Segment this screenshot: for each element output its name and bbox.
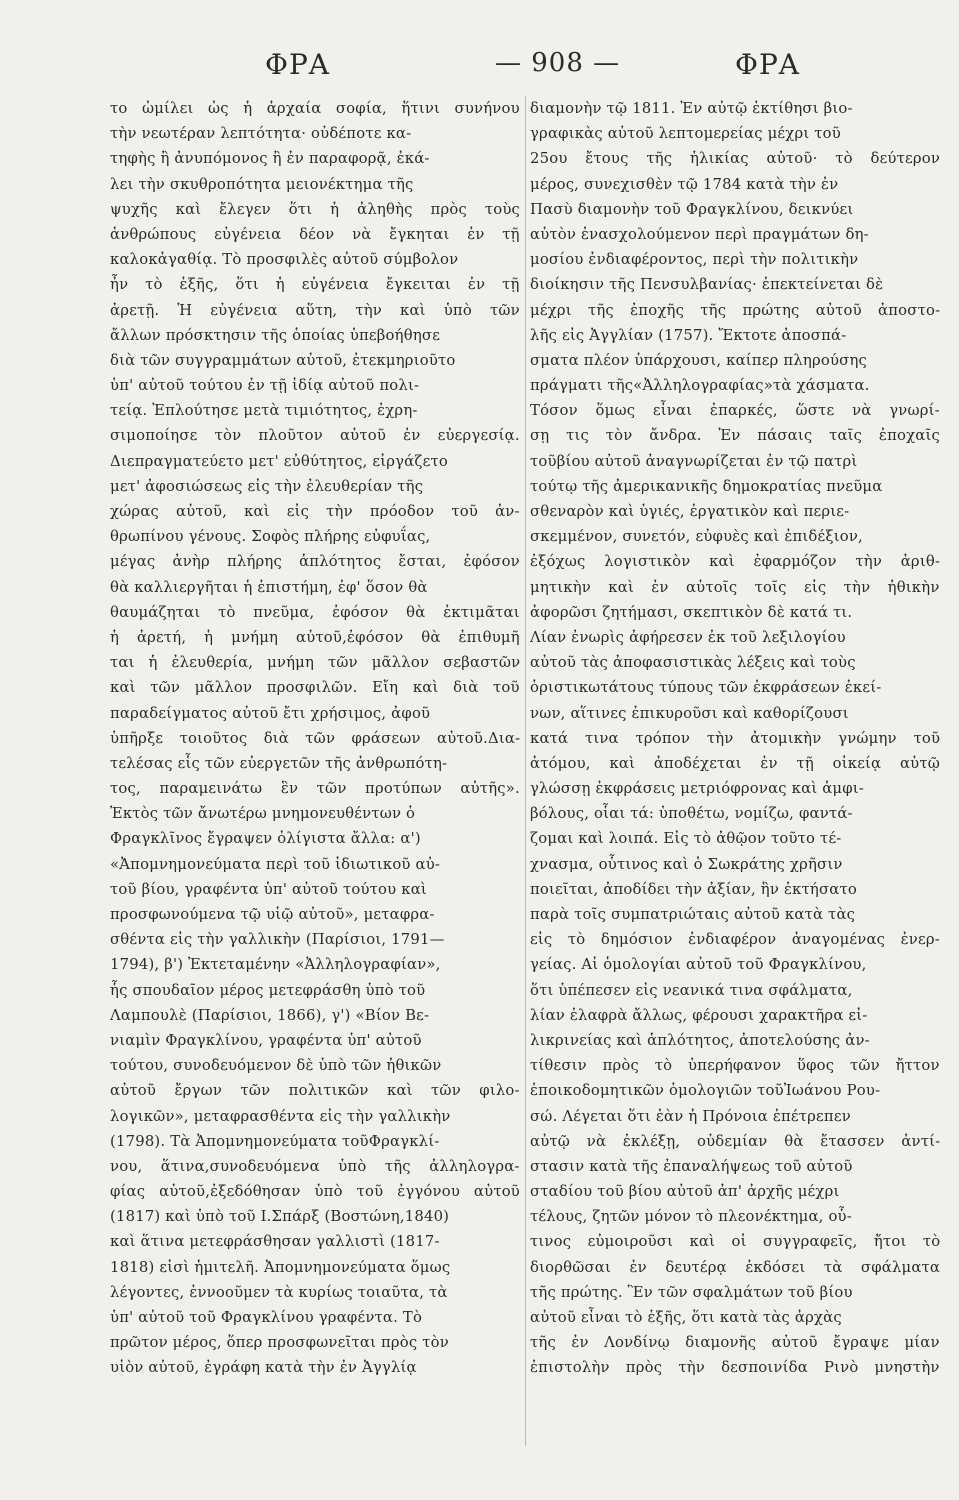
- text-line: Λαμπουλὲ (Παρίσιοι, 1866), γ') «Βίον Βε-: [110, 1006, 430, 1024]
- text-line: διορθῶσαι ἐν δευτέρᾳ ἐκδόσει τὰ σφάλματα: [530, 1258, 940, 1276]
- text-line: θὰ καλλιεργῆται ἡ ἐπιστήμη, ἐφ' ὅσον θὰ: [110, 578, 428, 596]
- text-line: ἀτόμου, καὶ ἀποδέχεται ἐν τῇ οἰκείᾳ αὐτῷ: [530, 754, 940, 772]
- text-line: λέγοντες, ἐννοοῦμεν τὰ κυρίως τοιαῦτα, τὰ: [110, 1283, 448, 1301]
- text-line: ὑπῆρξε τοιοῦτος διὰ τῶν φράσεων αὐτοῦ.Δια-: [110, 729, 520, 747]
- text-line: ἐπιστολὴν πρὸς τὴν δεσποινίδα Ρινὸ μνηστὴν: [530, 1359, 940, 1377]
- text-line: τῆς ἐν Λονδίνῳ διαμονῆς αὐτοῦ ἔγραψε μίαν: [530, 1334, 940, 1352]
- text-line: 25ου ἔτους τῆς ἡλικίας αὐτοῦ· τὸ δεύτερον: [530, 150, 940, 168]
- text-line: διὰ τῶν συγγραμμάτων αὐτοῦ, ἐτεκμηριοῦτο: [110, 351, 456, 369]
- text-line: τέλους, ζητῶν μόνον τὸ πλεονέκτημα, οὗ-: [530, 1208, 852, 1226]
- text-line: τινος εὐμοιροῦσι καὶ οἱ συγγραφεῖς, ἤτοι τὸ: [530, 1233, 940, 1251]
- text-line: τηφὴς ἢ ἀνυπόμονος ἢ ἐν παραφορᾷ, ἐκά-: [110, 150, 430, 168]
- text-line: σθεναρὸν καὶ ὑγιές, ἐργατικὸν καὶ περιε-: [530, 503, 850, 520]
- text-line: τείᾳ. Ἐπλούτησε μετὰ τιμιότητος, ἐχρη-: [110, 402, 418, 420]
- text-line: πρῶτον μέρος, ὅπερ προσφωνεῖται πρὸς τὸν: [110, 1334, 449, 1352]
- text-line: λικρινείας καὶ ἁπλότητος, ἀποτελούσης ἀν-: [530, 1031, 870, 1049]
- text-line: μοσίου ἐνδιαφέροντος, περὶ τὴν πολιτικὴν: [530, 251, 859, 269]
- text-line: ψυχῆς καὶ ἔλεγεν ὅτι ἡ ἀληθὴς πρὸς τοὺς: [110, 200, 520, 218]
- text-line: κατά τινα τρόπον τὴν ἀτομικὴν γνώμην τοῦ: [530, 729, 940, 747]
- text-line: Πασὺ διαμονὴν τοῦ Φραγκλίνου, δεικνύει: [530, 200, 854, 218]
- text-line: σταδίου τοῦ βίου αὐτοῦ ἀπ' ἀρχῆς μέχρι: [530, 1183, 840, 1201]
- text-line: ὑπ' αὐτοῦ τούτου ἐν τῇ ἰδίᾳ αὐτοῦ πολι-: [110, 377, 420, 395]
- text-line: ἀφορῶσι ζητήμασι, σκεπτικὸν δὲ κατά τι.: [530, 603, 853, 621]
- text-line: ἦν τὸ ἑξῆς, ὅτι ἡ εὐγένεια ἔγκειται ἐν τῇ: [110, 276, 520, 294]
- text-line: γλώσσῃ ἐκφράσεις μετριόφρονας καὶ ἀμφι-: [530, 780, 864, 798]
- text-line: ποιεῖται, ἀποδίδει τὴν ἀξίαν, ἣν ἐκτήσατο: [530, 880, 857, 898]
- text-line: τούτῳ τῆς ἀμερικανικῆς δημοκρατίας πνεῦμα: [530, 477, 883, 495]
- text-line: διαμονὴν τῷ 1811. Ἐν αὐτῷ ἐκτίθησι βιο-: [530, 100, 853, 117]
- text-line: στασιν κατὰ τῆς ἐπαναλήψεως τοῦ αὐτοῦ: [530, 1157, 853, 1175]
- text-line: αὐτοῦ ἔργων τῶν πολιτικῶν καὶ τῶν φιλο-: [110, 1082, 520, 1100]
- text-line: θρωπίνου γένους. Σοφὸς πλήρης εὐφυΐας,: [110, 528, 431, 546]
- text-line: βόλους, οἷαι τά: ὑποθέτω, νομίζω, φαντά-: [530, 805, 853, 823]
- text-line: σκεμμένον, συνετόν, εὐφυὲς καὶ ἐπιδέξιον,: [530, 528, 863, 546]
- text-line: λογικῶν», μεταφρασθέντα εἰς τὴν γαλλικὴν: [110, 1107, 451, 1125]
- text-line: αὐτῷ νὰ ἐκλέξῃ, οὐδεμίαν θὰ ἔτασσεν ἀντί-: [530, 1132, 940, 1150]
- text-line: ὅτι ὑπέπεσεν εἰς νεανικά τινα σφάλματα,: [530, 981, 853, 999]
- text-line: λῆς εἰς Ἀγγλίαν (1757). Ἔκτοτε ἀποσπά-: [530, 326, 847, 344]
- text-line: καὶ τῶν μᾶλλον προσφιλῶν. Εἴη καὶ διὰ τοῦ: [110, 679, 520, 697]
- text-line: υἱὸν αὐτοῦ, ἐγράφη κατὰ τὴν ἐν Ἀγγλίᾳ: [110, 1359, 417, 1377]
- text-line: καὶ ἅτινα μετεφράσθησαν γαλλιστὶ (1817-: [110, 1233, 440, 1251]
- text-line: ζομαι καὶ λοιπά. Εἰς τὸ ἀθῷον τοῦτο τέ-: [530, 830, 842, 848]
- running-head-right: ΦΡΑ: [735, 48, 801, 81]
- text-line: ἀνθρώπους εὐγένεια δέον νὰ ἔγκηται ἐν τῇ: [110, 225, 520, 243]
- text-line: τοῦβίου αὐτοῦ ἀναγνωρίζεται ἐν τῷ πατρὶ: [530, 452, 858, 470]
- text-line: ἧς σπουδαῖον μέρος μετεφράσθη ὑπὸ τοῦ: [110, 981, 426, 999]
- text-line: χώρας αὐτοῦ, καὶ εἰς τὴν πρόοδον τοῦ ἀν-: [110, 503, 520, 520]
- text-line: μέχρι τῆς ἐποχῆς τῆς πρώτης αὐτοῦ ἀποστο-: [530, 301, 940, 319]
- text-line: καλοκἀγαθίᾳ. Τὸ προσφιλὲς αὐτοῦ σύμβολον: [110, 251, 459, 269]
- text-line: ὑπ' αὐτοῦ τοῦ Φραγκλίνου γραφέντα. Τὸ: [110, 1309, 423, 1326]
- text-line: ὁριστικωτάτους τύπους τῶν ἐκφράσεων ἐκεί-: [530, 679, 882, 697]
- text-line: αὐτοῦ εἶναι τὸ ἑξῆς, ὅτι κατὰ τὰς ἀρχὰς: [530, 1309, 842, 1326]
- text-line: ἡ ἀρετή, ἡ μνήμη αὐτοῦ,ἐφόσον θὰ ἐπιθυμῆ: [110, 628, 520, 646]
- text-line: φίας αὐτοῦ,ἐξεδόθησαν ὑπὸ τοῦ ἐγγόνου αὐτοῦ: [110, 1183, 520, 1201]
- text-line: αὐτὸν ἐνασχολούμενον περὶ πραγμάτων δη-: [530, 225, 869, 243]
- text-line: μητικὴν καὶ ἐν αὐτοῖς τοῖς εἰς τὴν ἠθικὴν: [530, 578, 940, 596]
- text-line: τὴν νεωτέραν λεπτότητα· οὐδέποτε κα-: [110, 125, 412, 143]
- page-header: [100, 40, 800, 100]
- text-line: νιαμὶν Φραγκλίνου, γραφέντα ὑπ' αὐτοῦ: [110, 1031, 422, 1049]
- text-line: ἄλλων πρόσκτησιν τῆς ὁποίας ὑπεβοήθησε: [110, 326, 441, 344]
- text-line: ἀρετῇ. Ἡ εὐγένεια αὕτη, τὴν καὶ ὑπὸ τῶν: [110, 301, 520, 319]
- text-line: 1794), β') Ἐκτεταμένην «Ἀλληλογραφίαν»,: [110, 956, 441, 974]
- column-divider: [525, 96, 526, 1446]
- text-line: τοῦ βίου, γραφέντα ὑπ' αὐτοῦ τούτου καὶ: [110, 880, 427, 898]
- text-line: το ὡμίλει ὡς ἡ ἀρχαία σοφία, ἥτινι συνήνου: [110, 100, 520, 117]
- text-line: τούτου, συνοδευόμενον δὲ ὑπὸ τῶν ἠθικῶν: [110, 1057, 442, 1075]
- text-line: γραφικὰς αὐτοῦ λεπτομερείας μέχρι τοῦ: [530, 125, 841, 143]
- text-line: σθέντα εἰς τὴν γαλλικὴν (Παρίσιοι, 1791—: [110, 931, 445, 949]
- text-line: (1817) καὶ ὑπὸ τοῦ Ι.Σπάρξ (Βοστώνη,1840): [110, 1208, 450, 1226]
- text-line: λει τὴν σκυθροπότητα μειονέκτημα τῆς: [110, 175, 414, 193]
- text-line: γείας. Αἱ ὁμολογίαι αὐτοῦ τοῦ Φραγκλίνου,: [530, 956, 867, 974]
- text-line: ἐξόχως λογιστικὸν καὶ ἐφαρμόζον τὴν ἀριθ-: [530, 553, 940, 571]
- text-line: παραδείγματος αὐτοῦ ἔτι χρήσιμος, ἀφοῦ: [110, 704, 431, 722]
- text-line: (1798). Τὰ Ἀπομνημονεύματα τοῦΦραγκλί-: [110, 1132, 440, 1150]
- text-line: ται ἡ ἐλευθερία, μνήμη τῶν μᾶλλον σεβαστῶν: [110, 654, 520, 672]
- text-line: τελέσας εἷς τῶν εὐεργετῶν τῆς ἀνθρωπότη-: [110, 754, 448, 772]
- text-line: Λίαν ἐνωρὶς ἀφήρεσεν ἐκ τοῦ λεξιλογίου: [530, 628, 846, 646]
- left-text-column: [110, 96, 520, 1381]
- running-head-left: ΦΡΑ: [265, 48, 331, 81]
- text-line: Διεπραγματεύετο μετ' εὐθύτητος, εἰργάζετο: [110, 452, 448, 470]
- text-line: προσφωνούμενα τῷ υἱῷ αὐτοῦ», μεταφρα-: [110, 906, 435, 923]
- text-line: «Ἀπομνημονεύματα περὶ τοῦ ἰδιωτικοῦ αὐ-: [110, 855, 441, 873]
- text-line: σματα πλέον ὑπάρχουσι, καίπερ πληρούσης: [530, 351, 868, 369]
- text-line: θαυμάζηται τὸ πνεῦμα, ἐφόσον θὰ ἐκτιμᾶται: [110, 603, 520, 621]
- text-line: τος, παραμεινάτω ἓν τῶν προτύπων αὐτῆς».: [110, 780, 520, 798]
- text-line: τῆς πρώτης. Ἓν τῶν σφαλμάτων τοῦ βίου: [530, 1283, 853, 1301]
- text-line: πράγματι τῆς«Ἀλληλογραφίας»τὰ χάσματα.: [530, 377, 870, 395]
- text-line: εἰς τὸ δημόσιον ἐνδιαφέρον ἀναγομένας ἐνερ-: [530, 931, 940, 949]
- text-line: σώ. Λέγεται ὅτι ἐὰν ἡ Πρόνοια ἐπέτρεπεν: [530, 1107, 851, 1125]
- text-line: μετ' ἀφοσιώσεως εἰς τὴν ἐλευθερίαν τῆς: [110, 477, 424, 495]
- right-text-column: [530, 96, 940, 1381]
- text-line: διοίκησιν τῆς Πενσυλβανίας· ἐπεκτείνεται δὲ: [530, 276, 884, 294]
- text-line: Τόσον ὅμως εἶναι ἐπαρκές, ὥστε νὰ γνωρί-: [530, 402, 940, 420]
- page-number: — 908 —: [495, 48, 621, 78]
- text-line: νου, ἅτινα,συνοδευόμενα ὑπὸ τῆς ἀλληλογρα-: [110, 1157, 520, 1175]
- text-line: νων, αἵτινες ἐπικυροῦσι καὶ καθορίζουσι: [530, 704, 849, 722]
- text-line: ἐποικοδομητικῶν ὁμολογιῶν τοῦἸωάνου Ρου-: [530, 1082, 881, 1100]
- text-line: αὐτοῦ τὰς ἀποφασιστικὰς λέξεις καὶ τοὺς: [530, 654, 856, 672]
- text-line: σιμοποίησε τὸν πλοῦτον αὐτοῦ ἐν εὐεργεσίᾳ.: [110, 427, 520, 445]
- text-line: 1818) εἰσὶ ἡμιτελῆ. Ἀπομνημονεύματα ὅμως: [110, 1258, 451, 1276]
- text-line: Ἐκτὸς τῶν ἄνωτέρω μνημονευθέντων ὁ: [110, 805, 416, 823]
- text-line: παρὰ τοῖς συμπατριώταις αὐτοῦ κατὰ τὰς: [530, 906, 856, 923]
- text-line: μέρος, συνεχισθὲν τῷ 1784 κατὰ τὴν ἐν: [530, 175, 839, 193]
- text-line: σῃ τις τὸν ἄνδρα. Ἐν πάσαις ταῖς ἐποχαῖς: [530, 427, 940, 445]
- text-line: λίαν ἐλαφρὰ ἄλλως, φέρουσι χαρακτῆρα εἰ-: [530, 1006, 868, 1024]
- text-line: Φραγκλῖνος ἔγραψεν ὀλίγιστα ἄλλα: α'): [110, 830, 421, 848]
- text-line: χνασμα, οὗτινος καὶ ὁ Σωκράτης χρῆσιν: [530, 855, 843, 873]
- text-line: τίθεσιν πρὸς τὸ ὑπερήφανον ὕφος τῶν ἤττον: [530, 1057, 940, 1075]
- text-line: μέγας ἀνὴρ πλήρης ἁπλότητος ἔσται, ἐφόσον: [110, 553, 520, 571]
